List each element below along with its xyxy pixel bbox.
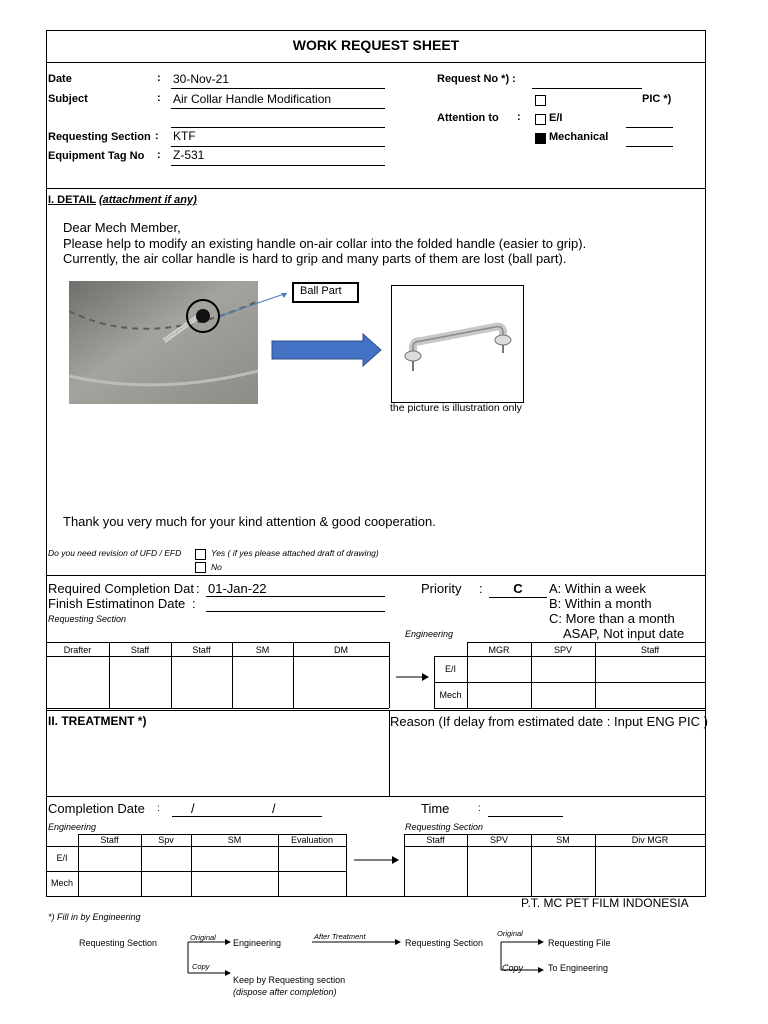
flow-requesting-section-2: Requesting Section	[405, 938, 484, 948]
requesting-section-caption: Requesting Section	[48, 614, 127, 624]
colon: :	[517, 111, 521, 123]
colon: :	[157, 92, 161, 104]
colon: :	[478, 803, 481, 814]
flow-requesting-section-1: Requesting Section	[79, 938, 158, 948]
subject-underline-2	[171, 127, 385, 128]
approval-right-top	[467, 642, 706, 643]
time-underline	[488, 816, 563, 817]
detail-heading-note: (attachment if any)	[98, 194, 197, 206]
footer-note: *) Fill in by Engineering	[48, 912, 141, 922]
company-name: P.T. MC PET FILM INDONESIA	[521, 896, 689, 910]
flow-arrow-after-treatment	[312, 938, 402, 946]
pic-label: PIC *)	[642, 93, 672, 105]
treatment-arrow-icon	[354, 855, 400, 865]
treatment-bottom	[46, 796, 706, 797]
colon: :	[155, 130, 159, 142]
revision-yes-label: Yes ( if yes please attached draft of drawing)	[211, 548, 379, 558]
detail-divider	[46, 575, 706, 576]
approval-right-header: MGR	[488, 645, 510, 655]
eng-table-row-label: Mech	[50, 878, 73, 888]
detail-line-1: Please help to modify an existing handle on-air collar into the folded handle (easier to grip).	[63, 236, 587, 251]
approval-right-header: SPV	[553, 645, 572, 655]
approval-row-label: Mech	[439, 690, 462, 700]
mech-pic-underline	[626, 146, 673, 147]
detail-heading	[48, 194, 197, 206]
approval-left-header-bottom	[46, 656, 389, 657]
eng-table-header: Evaluation	[290, 835, 334, 845]
treatment-top	[46, 710, 706, 711]
header-divider	[46, 188, 706, 189]
flow-original-2: Original	[497, 929, 523, 938]
colon: :	[479, 581, 483, 596]
approval-left-col	[389, 642, 390, 708]
eng-table-header: SM	[227, 835, 242, 845]
subject-underline	[171, 108, 385, 109]
priority-label: Priority	[421, 581, 462, 596]
ball-part-pointer	[215, 288, 295, 328]
time-label: Time	[421, 801, 450, 816]
required-completion-label: Required Completion Dat	[48, 581, 194, 596]
required-completion-value[interactable]: 01-Jan-22	[208, 581, 267, 596]
form-title: WORK REQUEST SHEET	[292, 37, 460, 53]
eng-table-header: Spv	[158, 835, 174, 845]
title-divider	[46, 62, 706, 63]
eng-table-col	[346, 834, 347, 897]
equipment-tag-label: Equipment Tag No	[48, 150, 145, 162]
date-value[interactable]: 30-Nov-21	[173, 72, 230, 86]
flow-requesting-file: Requesting File	[548, 938, 611, 948]
approval-left-header: SM	[255, 645, 270, 655]
requesting-section-value[interactable]: KTF	[173, 129, 196, 143]
form-frame	[46, 30, 706, 897]
folded-handle-illustration	[391, 285, 524, 403]
approval-left-header: Staff	[130, 645, 150, 655]
flow-engineering: Engineering	[233, 938, 282, 948]
req-table-header: Div MGR	[631, 835, 669, 845]
subject-value[interactable]: Air Collar Handle Modification	[173, 92, 332, 106]
approval-left-header: DM	[334, 645, 348, 655]
colon: :	[196, 581, 200, 596]
subject-label: Subject	[48, 93, 88, 105]
pic-checkbox[interactable]	[535, 95, 546, 106]
eng-table-header: Staff	[100, 835, 119, 845]
ball-part-label: Ball Part	[300, 285, 342, 297]
priority-value[interactable]: C	[513, 581, 523, 596]
date-slash: /	[191, 801, 195, 816]
approval-right-header: Staff	[640, 645, 660, 655]
priority-option-a: A: Within a week	[549, 581, 646, 596]
approval-right-mid	[434, 682, 706, 683]
approval-right-header-bottom	[434, 656, 706, 657]
revision-yes-checkbox[interactable]	[195, 549, 206, 560]
attention-to-label: Attention to	[437, 112, 499, 124]
approval-left-bottom	[46, 708, 389, 709]
ei-pic-underline	[626, 127, 673, 128]
approval-right-bottom	[434, 708, 706, 709]
req-table-header: SM	[556, 835, 570, 845]
revision-no-label: No	[211, 562, 222, 572]
flow-branch-1	[185, 938, 233, 978]
revision-no-checkbox[interactable]	[195, 562, 206, 573]
required-completion-underline	[206, 596, 385, 597]
colon: :	[157, 803, 160, 814]
completion-date-label: Completion Date	[48, 801, 145, 816]
colon: :	[157, 72, 161, 84]
request-no-underline	[532, 88, 642, 89]
approval-left-header: Drafter	[63, 645, 92, 655]
detail-heading-text: I. DETAIL	[48, 194, 96, 206]
eng-table-row-label: E/I	[56, 853, 68, 863]
flow-branch-2	[498, 938, 546, 974]
priority-option-c: C: More than a month	[549, 611, 675, 626]
eng-table-header-bottom	[46, 846, 346, 847]
priority-option-b: B: Within a month	[549, 596, 652, 611]
eng-table-mid	[46, 871, 346, 872]
req-table-header-bottom	[404, 846, 706, 847]
approval-left-header: Staff	[192, 645, 211, 655]
colon: :	[192, 596, 196, 611]
completion-date-underline	[172, 816, 322, 817]
engineering-caption: Engineering	[48, 822, 97, 832]
mechanical-label: Mechanical	[549, 131, 609, 143]
date-slash: /	[272, 801, 276, 816]
flow-to-engineering: To Engineering	[548, 963, 609, 973]
flow-after-treatment: After Treatment	[314, 932, 366, 941]
treatment-reason: Reason (If delay from estimated date : Input ENG PIC )	[390, 714, 708, 729]
thanks-text: Thank you very much for your kind attention & good cooperation.	[63, 514, 436, 529]
detail-line-2: Currently, the air collar handle is hard to grip and many parts of them are lost (ball part).	[63, 251, 567, 266]
req-table-header: Staff	[426, 835, 445, 845]
request-no-label: Request No *) :	[437, 73, 516, 85]
req-table-header: SPV	[489, 835, 508, 845]
ei-label: E/I	[549, 112, 563, 124]
approval-left-top	[46, 642, 389, 643]
right-arrow-icon	[271, 333, 383, 367]
requesting-section-underline	[171, 146, 385, 147]
flow-keep-line-1: Keep by Requesting section	[233, 975, 346, 985]
mechanical-checkbox[interactable]	[535, 133, 546, 144]
flow-keep-line-2: (dispose after completion)	[233, 987, 337, 997]
approval-arrow-icon	[396, 672, 430, 682]
engineering-caption: Engineering	[405, 629, 454, 639]
finish-estimation-underline	[206, 611, 385, 612]
greeting: Dear Mech Member,	[63, 220, 181, 235]
flow-original-1: Original	[190, 933, 216, 942]
date-underline	[171, 88, 385, 89]
colon: :	[157, 149, 161, 161]
approval-row-label: E/I	[444, 664, 456, 674]
revision-question: Do you need revision of UFD / EFD	[48, 548, 182, 558]
illustration-note: the picture is illustration only	[390, 402, 522, 414]
requesting-section-label: Requesting Section	[48, 131, 151, 143]
priority-underline	[489, 597, 547, 598]
date-label: Date	[48, 73, 72, 85]
ei-checkbox[interactable]	[535, 114, 546, 125]
treatment-heading: II. TREATMENT *)	[48, 714, 147, 728]
flow-copy-1: Copy	[192, 962, 210, 971]
requesting-section-caption: Requesting Section	[405, 822, 484, 832]
equipment-tag-value[interactable]: Z-531	[173, 148, 205, 162]
equipment-tag-underline	[171, 165, 385, 166]
priority-option-asap: ASAP, Not input date	[563, 626, 685, 641]
finish-estimation-label: Finish Estimatinon Date	[48, 596, 186, 611]
flow-copy-2: Copy	[502, 963, 524, 973]
